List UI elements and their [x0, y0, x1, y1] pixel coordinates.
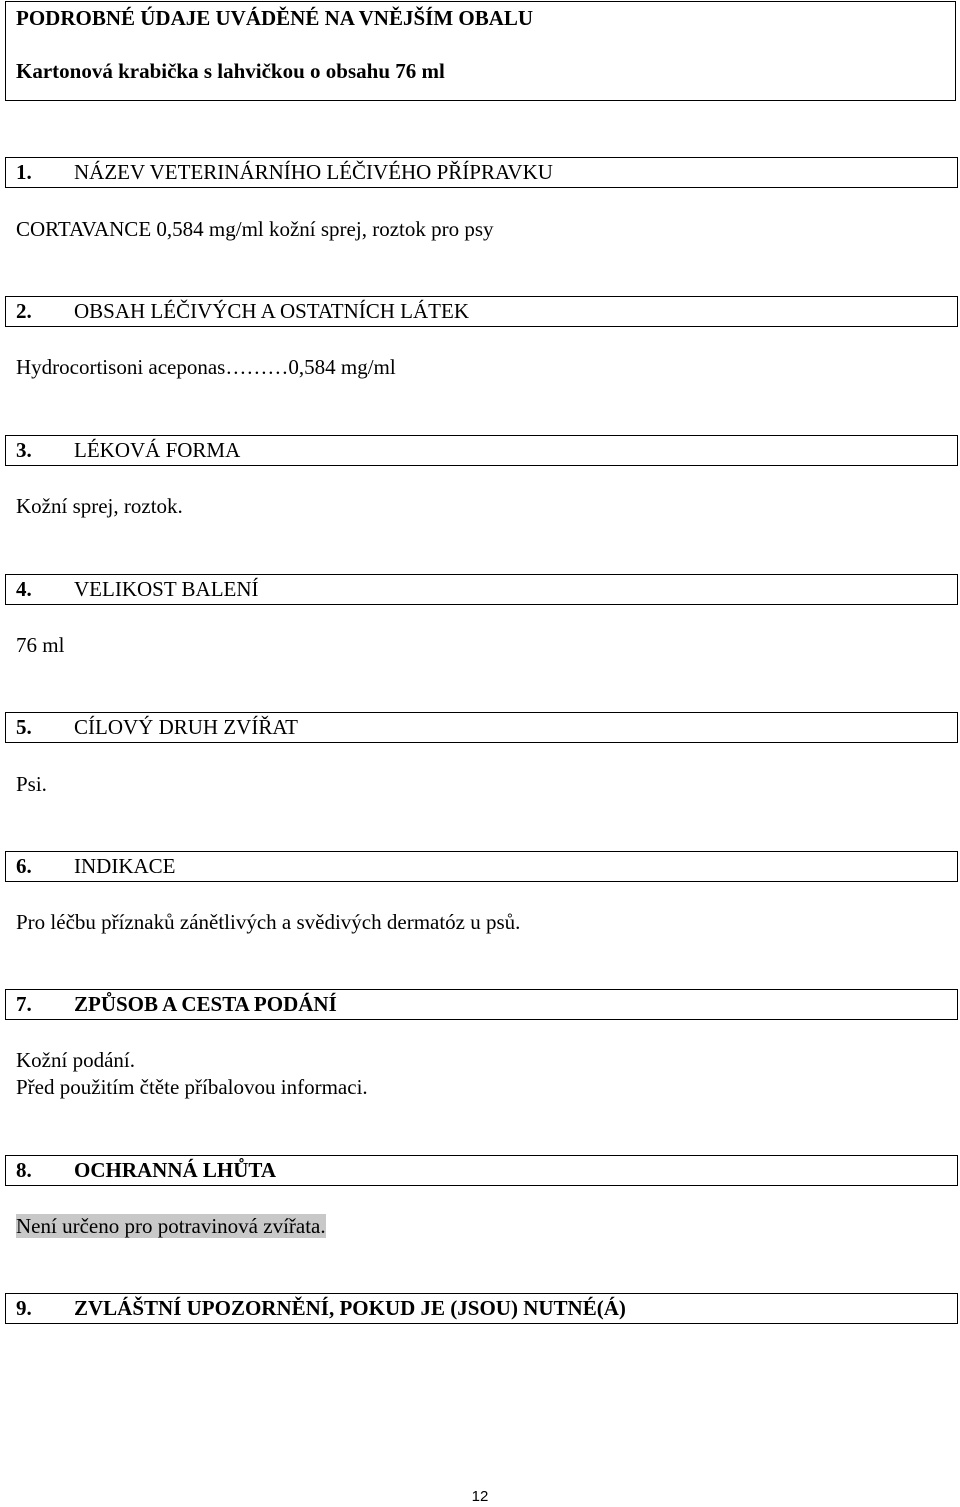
document-title: PODROBNÉ ÚDAJE UVÁDĚNÉ NA VNĚJŠÍM OBALU [16, 6, 534, 30]
section-6-text: Pro léčbu příznaků zánětlivých a svědivých dermatóz u psů. [16, 910, 521, 934]
section-7-number: 7. [16, 992, 32, 1016]
section-6-title: INDIKACE [74, 854, 176, 878]
document-subtitle: Kartonová krabička s lahvičkou o obsahu 76 ml [16, 59, 445, 83]
section-2-heading [5, 296, 958, 327]
section-7-text-line-2: Před použitím čtěte příbalovou informaci. [16, 1075, 368, 1099]
section-4-title: VELIKOST BALENÍ [74, 577, 259, 601]
section-7-heading [5, 989, 958, 1020]
section-5-heading [5, 712, 958, 743]
section-3-title: LÉKOVÁ FORMA [74, 438, 241, 462]
section-2-text: Hydrocortisoni aceponas………0,584 mg/ml [16, 355, 396, 379]
section-2-number: 2. [16, 299, 32, 323]
section-8-number: 8. [16, 1158, 32, 1182]
section-5-text: Psi. [16, 772, 47, 796]
section-5-title: CÍLOVÝ DRUH ZVÍŘAT [74, 715, 298, 739]
section-9-heading [5, 1293, 958, 1324]
section-5-number: 5. [16, 715, 32, 739]
section-9-number: 9. [16, 1296, 32, 1320]
section-9-title: ZVLÁŠTNÍ UPOZORNĚNÍ, POKUD JE (JSOU) NUTNÉ(Á) [74, 1296, 626, 1320]
section-1-text: CORTAVANCE 0,584 mg/ml kožní sprej, roztok pro psy [16, 217, 494, 241]
page-number: 12 [471, 1488, 489, 1505]
section-4-text: 76 ml [16, 633, 65, 657]
section-1-heading [5, 157, 958, 188]
section-1-title: NÁZEV VETERINÁRNÍHO LÉČIVÉHO PŘÍPRAVKU [74, 160, 553, 184]
section-6-heading [5, 851, 958, 882]
section-3-number: 3. [16, 438, 32, 462]
outer-packaging-title-box [5, 1, 956, 101]
section-8-title: OCHRANNÁ LHŮTA [74, 1158, 277, 1182]
section-3-text: Kožní sprej, roztok. [16, 494, 183, 518]
section-3-heading [5, 435, 958, 466]
section-1-number: 1. [16, 160, 32, 184]
section-7-text-line-1: Kožní podání. [16, 1048, 135, 1072]
section-4-heading [5, 574, 958, 605]
section-6-number: 6. [16, 854, 32, 878]
section-4-number: 4. [16, 577, 32, 601]
section-8-highlighted-text: Není určeno pro potravinová zvířata. [16, 1214, 326, 1238]
section-8-text [16, 1212, 326, 1240]
section-7-title: ZPŮSOB A CESTA PODÁNÍ [74, 992, 337, 1016]
section-8-heading [5, 1155, 958, 1186]
section-2-title: OBSAH LÉČIVÝCH A OSTATNÍCH LÁTEK [74, 299, 469, 323]
